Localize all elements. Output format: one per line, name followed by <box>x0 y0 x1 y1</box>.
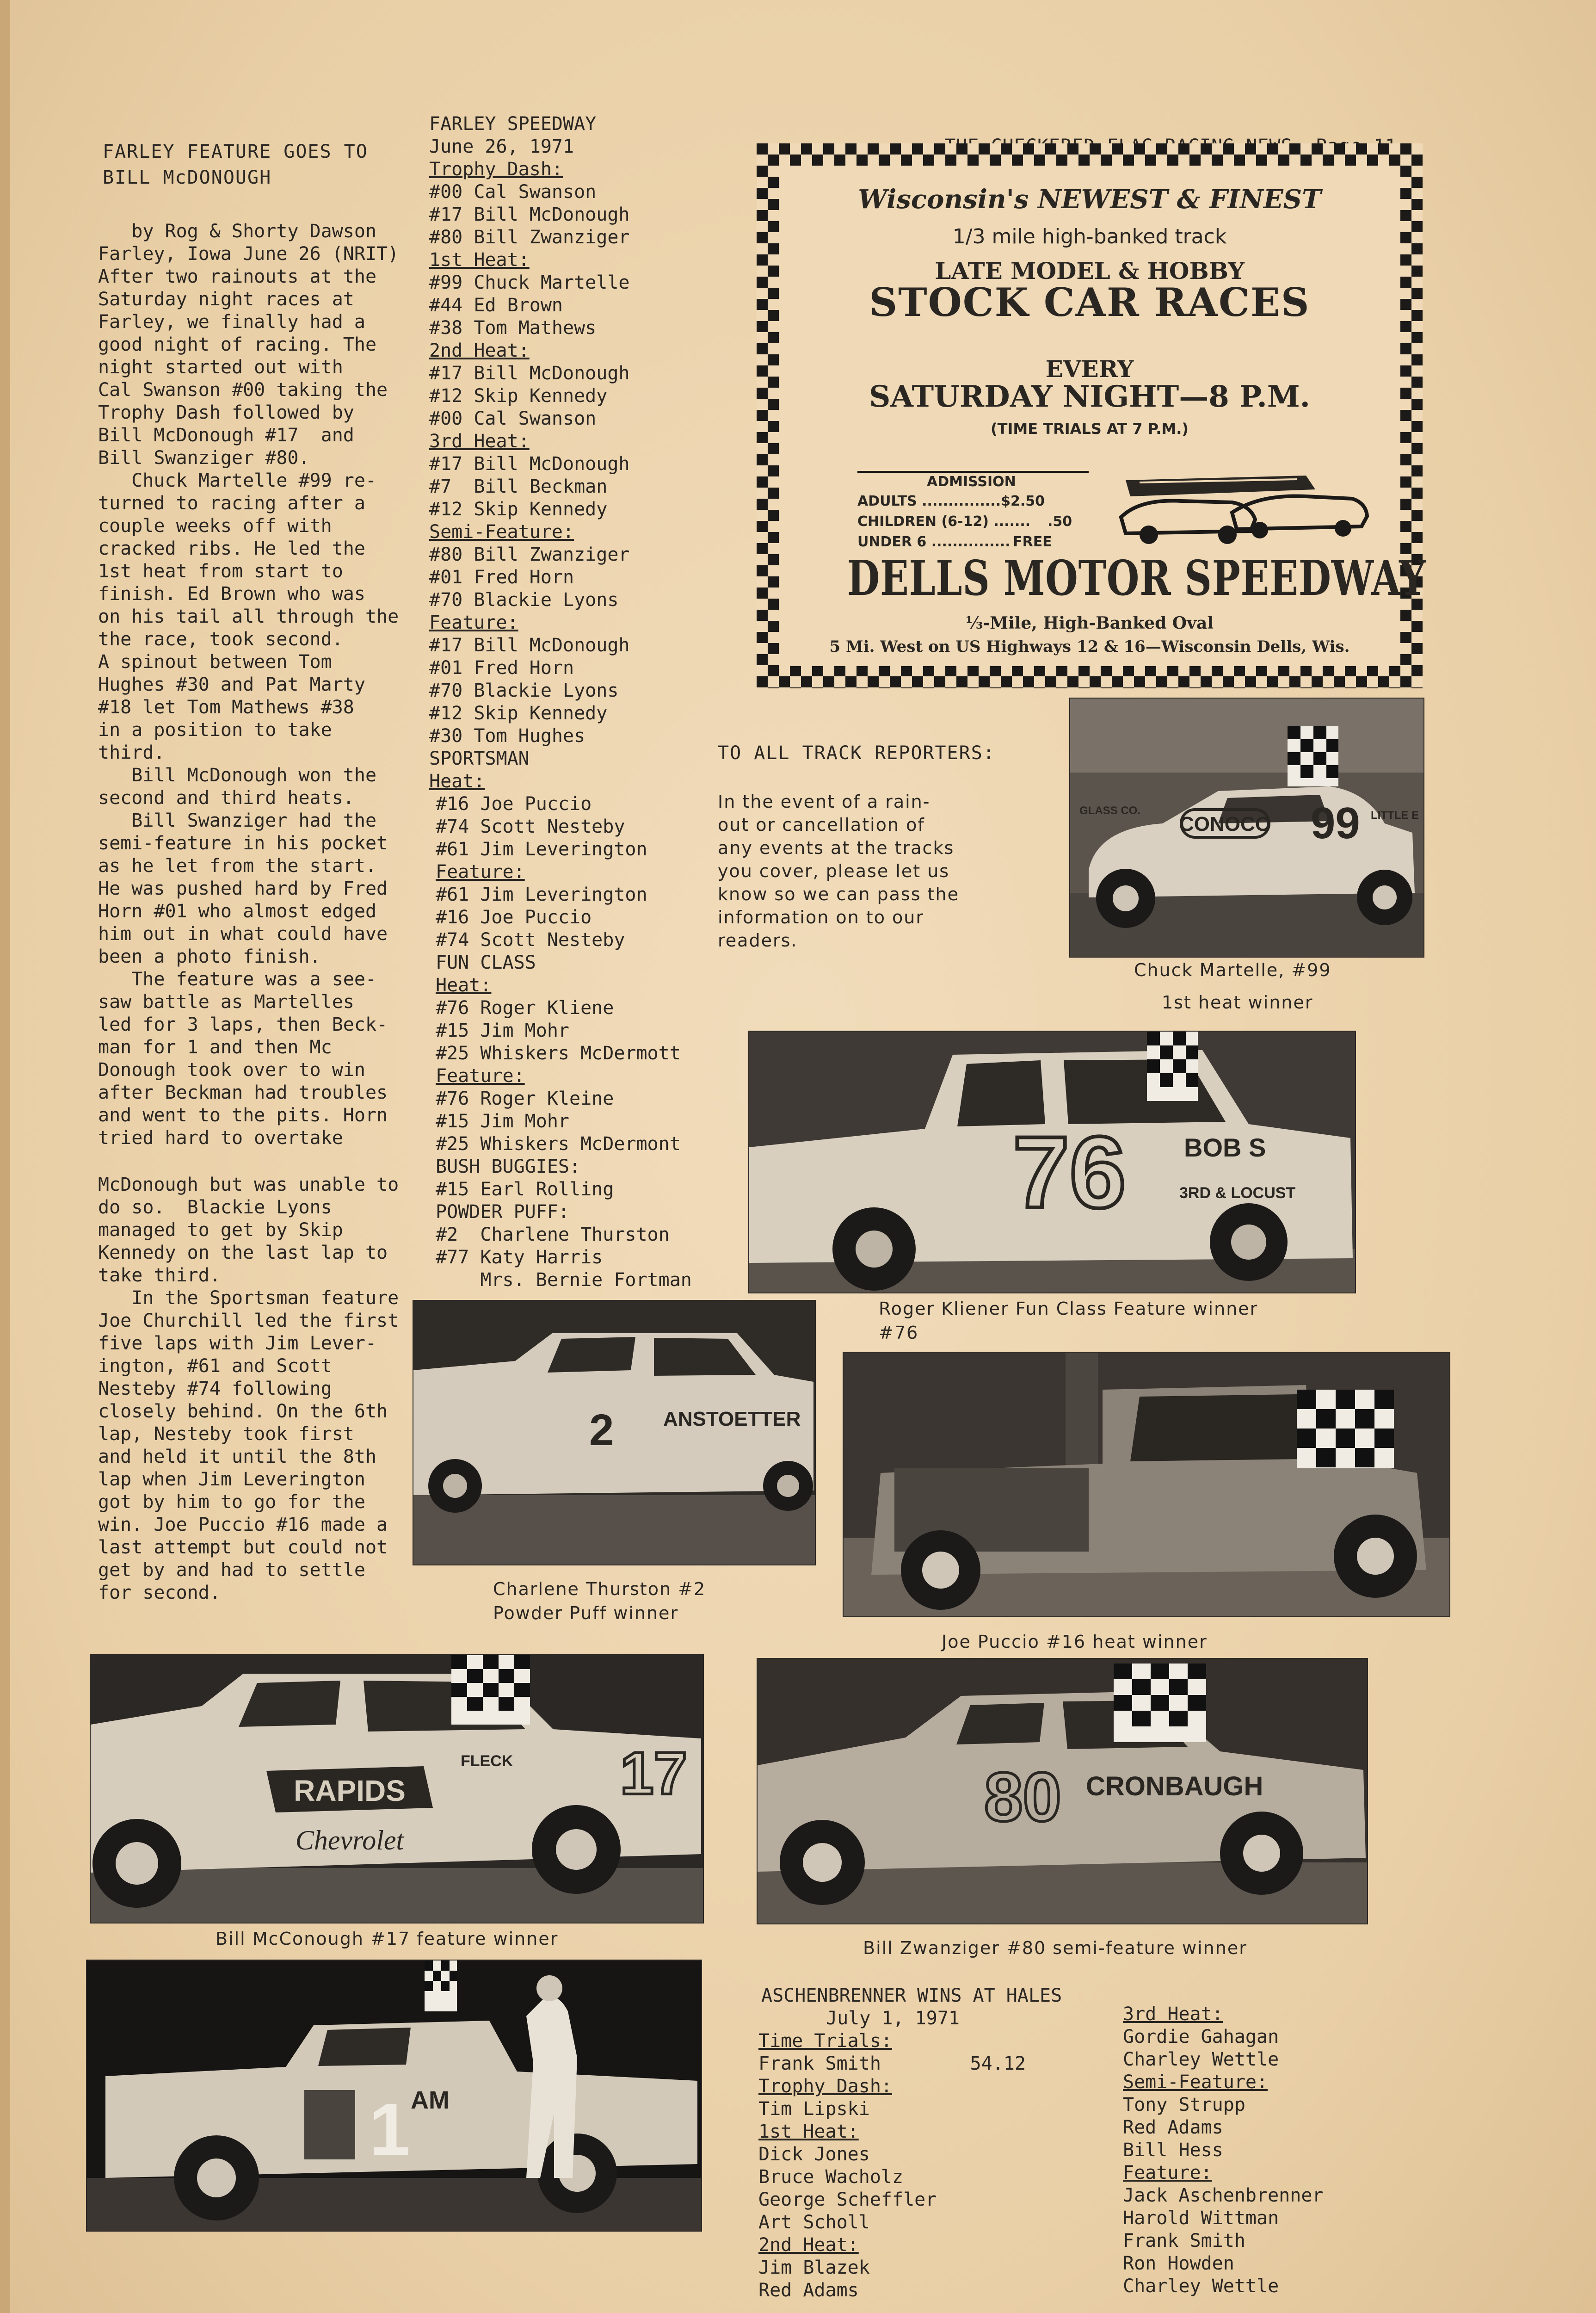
article-line: on his tail all through the <box>98 606 399 627</box>
caption-76-line2: #76 <box>879 1323 919 1343</box>
article-line: him out in what could have <box>98 923 388 945</box>
hales-headline: ASCHENBRENNER WINS AT HALES <box>761 1985 1062 2006</box>
article-line: A spinout between Tom <box>98 651 332 673</box>
result-line: POWDER PUFF: <box>436 1201 569 1223</box>
ad-classes: LATE MODEL & HOBBY <box>935 257 1245 284</box>
article-line: ington, #61 and Scott <box>98 1355 332 1377</box>
result-line: Ron Howden <box>1123 2253 1234 2274</box>
result-line: Bill Hess <box>1123 2140 1223 2161</box>
checkered-flag-icon <box>451 1655 530 1725</box>
result-line: #17 Bill McDonough <box>429 363 630 384</box>
admission-row <box>857 513 1072 530</box>
svg-text:99: 99 <box>1311 798 1360 848</box>
article-line: second and third heats. <box>98 787 354 809</box>
article-line: do so. Blackie Lyons <box>98 1197 332 1218</box>
article-line: turned to racing after a <box>98 493 365 514</box>
result-line: Charley Wettle <box>1123 2049 1279 2070</box>
caption-99-line2: 1st heat winner <box>1162 992 1313 1013</box>
result-line: 3rd Heat: <box>429 431 530 452</box>
result-line: 2nd Heat: <box>429 340 530 361</box>
result-line: Feature: <box>1123 2162 1212 2183</box>
article-line: as he let from the start. <box>98 855 377 877</box>
svg-text:ANSTOETTER: ANSTOETTER <box>663 1408 801 1430</box>
hales-date: July 1, 1971 <box>826 2008 960 2029</box>
result-line: 2nd Heat: <box>758 2234 859 2256</box>
article-line: night started out with <box>98 357 343 378</box>
result-line: #76 Roger Kleine <box>436 1088 614 1109</box>
result-line: #17 Bill McDonough <box>429 635 630 656</box>
checkered-flag-icon <box>1288 726 1338 786</box>
photo-car-1-winner <box>86 1960 702 2232</box>
article-line: Bill McDonough #17 and <box>98 425 354 446</box>
result-line: #00 Cal Swanson <box>429 408 597 429</box>
article-line: After two rainouts at the <box>98 266 377 287</box>
ad-tagline: Wisconsin's NEWEST & FINEST <box>858 184 1321 215</box>
result-line: Heat: <box>436 975 492 996</box>
svg-text:BOB S: BOB S <box>1184 1133 1266 1162</box>
result-line: Red Adams <box>1123 2117 1223 2138</box>
article-line: in a position to take <box>98 719 332 741</box>
checkered-flag-icon <box>425 1960 457 2011</box>
caption-76-line1: Roger Kliener Fun Class Feature winner <box>879 1299 1258 1319</box>
result-line: Charley Wettle <box>1123 2276 1279 2297</box>
result-line: #70 Blackie Lyons <box>429 589 619 611</box>
notice-line: any events at the tracks <box>718 838 955 858</box>
checkered-flag-icon <box>1297 1390 1394 1468</box>
svg-text:Chevrolet: Chevrolet <box>295 1825 404 1855</box>
article-line: Farley, we finally had a <box>98 311 365 333</box>
article-line: by Rog & Shorty Dawson <box>98 221 377 242</box>
admission-price: FREE <box>1013 534 1052 550</box>
notice-line: out or cancellation of <box>718 815 925 835</box>
admission-row <box>857 493 1045 509</box>
ad-stock-car: STOCK CAR RACES <box>869 279 1310 325</box>
admission-rule <box>857 471 1089 473</box>
result-line: #16 Joe Puccio <box>436 793 592 815</box>
svg-text:80: 80 <box>984 1758 1061 1836</box>
checkered-flag-icon <box>1114 1664 1206 1742</box>
result-line: #25 Whiskers McDermott <box>436 1043 681 1064</box>
result-line: #99 Chuck Martelle <box>429 272 630 293</box>
result-line: Feature: <box>429 612 518 633</box>
result-line: #15 Earl Rolling <box>436 1179 614 1200</box>
result-line: #25 Whiskers McDermont <box>436 1133 681 1155</box>
result-line: Red Adams <box>758 2280 859 2301</box>
result-line: Semi-Feature: <box>429 521 574 543</box>
result-line: #00 Cal Swanson <box>429 181 597 203</box>
hales-results-col1 <box>758 2030 1026 2302</box>
result-line: Feature: <box>436 861 525 883</box>
article-line: Nesteby #74 following <box>98 1378 332 1399</box>
svg-text:2: 2 <box>589 1405 614 1455</box>
result-line: #12 Skip Kennedy <box>429 499 608 520</box>
article-line: five laps with Jim Lever- <box>98 1333 377 1354</box>
admission-label: UNDER 6 ............... <box>857 534 1011 550</box>
article-line: Donough took over to win <box>98 1059 365 1081</box>
article-line: Hughes #30 and Pat Marty <box>98 674 365 695</box>
article-line: Farley, Iowa June 26 (NRIT) <box>98 243 399 265</box>
ad-speedway-name: DELLS MOTOR SPEEDWAY <box>847 550 1426 606</box>
admission-row <box>857 534 1052 550</box>
admission-label: ADULTS ............... <box>857 493 1001 509</box>
result-line: #80 Bill Zwanziger <box>429 544 630 565</box>
notice-line: you cover, please let us <box>718 861 950 881</box>
article-line: Kennedy on the last lap to <box>98 1242 388 1263</box>
article-line: In the Sportsman feature <box>98 1287 399 1309</box>
result-line: #61 Jim Leverington <box>436 884 647 905</box>
result-line: SPORTSMAN <box>429 748 530 769</box>
admission-price: $2.50 <box>1001 493 1045 509</box>
ad-track-desc: 1/3 mile high-banked track <box>952 225 1227 248</box>
hales-results-col2 <box>1123 2003 1323 2298</box>
result-line: #16 Joe Puccio <box>436 907 592 928</box>
article-line: and went to the pits. Horn <box>98 1105 388 1126</box>
article-line: Bill McDonough won the <box>98 765 377 786</box>
article-line: cracked ribs. He led the <box>98 538 365 559</box>
article-line: Bill Swanziger #80. <box>98 447 310 469</box>
result-line: Jack Aschenbrenner <box>1123 2185 1324 2206</box>
result-line: #15 Jim Mohr <box>436 1020 569 1041</box>
svg-text:CRONBAUGH: CRONBAUGH <box>1086 1771 1263 1801</box>
photo-roger-kliener-76 <box>748 1031 1356 1293</box>
result-line: 1st Heat: <box>758 2121 859 2142</box>
farley-headline <box>103 139 368 191</box>
caption-17: Bill McConough #17 feature winner <box>216 1929 559 1949</box>
article-line: 1st heat from start to <box>98 561 343 582</box>
article-line: Saturday night races at <box>98 289 354 310</box>
article-line: saw battle as Martelles <box>98 991 354 1013</box>
result-line: FARLEY SPEEDWAY <box>429 113 597 135</box>
svg-text:AM: AM <box>411 2086 450 2114</box>
result-line: #70 Blackie Lyons <box>429 680 619 701</box>
result-line: #77 Katy Harris <box>436 1247 603 1268</box>
article-line: Chuck Martelle #99 re- <box>98 470 377 491</box>
article-line: managed to get by Skip <box>98 1219 343 1241</box>
result-line: FUN CLASS <box>436 952 536 973</box>
result-line: Jim Blazek <box>758 2257 870 2278</box>
admission-label: CHILDREN (6-12) ....... <box>857 513 1031 530</box>
notice-line: information on to our <box>718 907 924 928</box>
article-line: closely behind. On the 6th <box>98 1401 388 1422</box>
farley-article-continued <box>98 1174 399 1604</box>
result-line: George Scheffler <box>758 2189 937 2210</box>
ad-location: 5 Mi. West on US Highways 12 & 16—Wisconsin Dells, Wis. <box>829 637 1350 656</box>
dells-speedway-ad <box>757 143 1426 688</box>
article-line: got by him to go for the <box>98 1491 365 1513</box>
article-line: Trophy Dash followed by <box>98 402 354 423</box>
article-line: tried hard to overtake <box>98 1127 343 1149</box>
article-line: the race, took second. <box>98 629 343 650</box>
result-line: Semi-Feature: <box>1123 2072 1268 2093</box>
result-line: #61 Jim Leverington <box>436 839 647 860</box>
article-line: win. Joe Puccio #16 made a <box>98 1514 388 1535</box>
article-line: for second. <box>98 1582 221 1603</box>
photo-bill-mcdonough-17 <box>90 1654 704 1923</box>
ad-saturday: SATURDAY NIGHT—8 P.M. <box>869 379 1310 414</box>
result-line: #74 Scott Nesteby <box>436 816 625 837</box>
article-line: been a photo finish. <box>98 946 321 967</box>
result-line: 1st Heat: <box>429 249 530 271</box>
result-line: 3rd Heat: <box>1123 2004 1223 2025</box>
reporters-title: TO ALL TRACK REPORTERS: <box>718 742 995 764</box>
photo-chuck-martelle-99 <box>1069 698 1424 958</box>
result-line: #74 Scott Nesteby <box>436 929 625 951</box>
result-line: June 26, 1971 <box>429 136 574 157</box>
svg-text:FLECK: FLECK <box>461 1752 513 1770</box>
article-line: couple weeks off with <box>98 515 332 537</box>
article-line: led for 3 laps, then Beck- <box>98 1014 388 1035</box>
caption-2-line2: Powder Puff winner <box>493 1603 679 1623</box>
article-line: Bill Swanziger had the <box>98 810 377 831</box>
result-line: #30 Tom Hughes <box>429 725 585 747</box>
reporters-notice <box>718 790 959 952</box>
caption-16: Joe Puccio #16 heat winner <box>942 1632 1208 1652</box>
notice-line: know so we can pass the <box>718 884 959 904</box>
result-line: #15 Jim Mohr <box>436 1111 569 1132</box>
result-line: #17 Bill McDonough <box>429 204 630 225</box>
result-line: #17 Bill McDonough <box>429 453 630 475</box>
article-line: and held it until the 8th <box>98 1446 377 1467</box>
result-line: Frank Smith 54.12 <box>758 2053 1026 2074</box>
article-line: The feature was a see- <box>98 969 377 990</box>
result-line: #01 Fred Horn <box>429 657 574 679</box>
svg-text:1: 1 <box>369 2088 410 2171</box>
result-line: #2 Charlene Thurston <box>436 1224 670 1245</box>
ad-content <box>779 166 1426 666</box>
article-line: finish. Ed Brown who was <box>98 583 365 605</box>
article-line: Cal Swanson #00 taking the <box>98 379 388 401</box>
admission-price: .50 <box>1048 513 1072 530</box>
result-line: Time Trials: <box>758 2030 892 2052</box>
result-line: Gordie Gahagan <box>1123 2026 1279 2047</box>
article-line: #18 let Tom Mathews #38 <box>98 697 354 718</box>
article-line: Horn #01 who almost edged <box>98 901 377 922</box>
page-binding-edge <box>0 0 10 2313</box>
result-line: Feature: <box>436 1065 525 1087</box>
article-line: after Beckman had troubles <box>98 1082 388 1103</box>
result-line: Frank Smith <box>1123 2230 1245 2251</box>
article-line: lap when Jim Leverington <box>98 1469 365 1490</box>
result-line: Art Scholl <box>758 2212 870 2233</box>
result-line: #7 Bill Beckman <box>429 476 608 497</box>
svg-text:CONOCO: CONOCO <box>1179 813 1271 835</box>
article-line: Joe Churchill led the first <box>98 1310 399 1331</box>
ad-every: EVERY <box>1045 355 1134 383</box>
result-line: Trophy Dash: <box>429 159 563 180</box>
article-line: semi-feature in his pocket <box>98 833 388 854</box>
article-line: McDonough but was unable to <box>98 1174 399 1195</box>
result-line: #12 Skip Kennedy <box>429 385 608 407</box>
result-line: #12 Skip Kennedy <box>429 703 608 724</box>
result-line: #44 Ed Brown <box>429 295 563 316</box>
article-line: lap, Nesteby took first <box>98 1423 354 1445</box>
result-line: #80 Bill Zwanziger <box>429 227 630 248</box>
admission-title: ADMISSION <box>927 474 1016 490</box>
checkered-flag-icon <box>1147 1032 1198 1101</box>
photo-joe-puccio-16 <box>843 1352 1450 1617</box>
caption-80: Bill Zwanziger #80 semi-feature winner <box>863 1938 1247 1958</box>
result-line: Mrs. Bernie Fortman <box>436 1269 692 1291</box>
notice-line: In the event of a rain- <box>718 792 930 812</box>
article-line: He was pushed hard by Fred <box>98 878 388 899</box>
article-line: take third. <box>98 1265 221 1286</box>
result-line: Harold Wittman <box>1123 2208 1279 2229</box>
article-line: man for 1 and then Mc <box>98 1037 332 1058</box>
race-cars-illustration <box>1112 462 1371 554</box>
result-line: Tony Strupp <box>1123 2094 1245 2115</box>
svg-text:3RD & LOCUST: 3RD & LOCUST <box>1179 1184 1296 1202</box>
headline-line: FARLEY FEATURE GOES TO <box>103 141 368 162</box>
ad-time-trials: (TIME TRIALS AT 7 P.M.) <box>991 420 1189 438</box>
farley-results-list <box>429 113 692 1292</box>
svg-text:LITTLE E: LITTLE E <box>1371 809 1419 822</box>
svg-text:17: 17 <box>620 1739 687 1807</box>
result-line: Tim Lipski <box>758 2098 870 2120</box>
farley-article-body <box>98 220 399 1150</box>
caption-2-line1: Charlene Thurston #2 <box>493 1579 706 1599</box>
photo-charlene-thurston-2 <box>413 1300 816 1565</box>
result-line: Trophy Dash: <box>758 2076 892 2097</box>
ad-oval: ⅓-Mile, High-Banked Oval <box>965 613 1214 633</box>
svg-text:RAPIDS: RAPIDS <box>294 1774 406 1807</box>
article-line: good night of racing. The <box>98 334 377 355</box>
result-line: Dick Jones <box>758 2144 870 2165</box>
article-line: last attempt but could not <box>98 1537 388 1558</box>
notice-line: readers. <box>718 930 798 951</box>
result-line: Heat: <box>429 771 485 792</box>
result-line: #76 Roger Kliene <box>436 997 614 1019</box>
article-line: get by and had to settle <box>98 1559 365 1581</box>
result-line: Bruce Wacholz <box>758 2166 904 2188</box>
result-line: #01 Fred Horn <box>429 567 574 588</box>
headline-line: BILL McDONOUGH <box>103 167 272 188</box>
article-line: third. <box>98 742 165 763</box>
result-line: #38 Tom Mathews <box>429 317 597 339</box>
result-line: BUSH BUGGIES: <box>436 1156 581 1177</box>
caption-99-line1: Chuck Martelle, #99 <box>1134 960 1331 980</box>
photo-bill-zwanziger-80 <box>757 1658 1368 1924</box>
svg-text:76: 76 <box>1013 1115 1126 1229</box>
svg-text:GLASS CO.: GLASS CO. <box>1079 804 1141 817</box>
